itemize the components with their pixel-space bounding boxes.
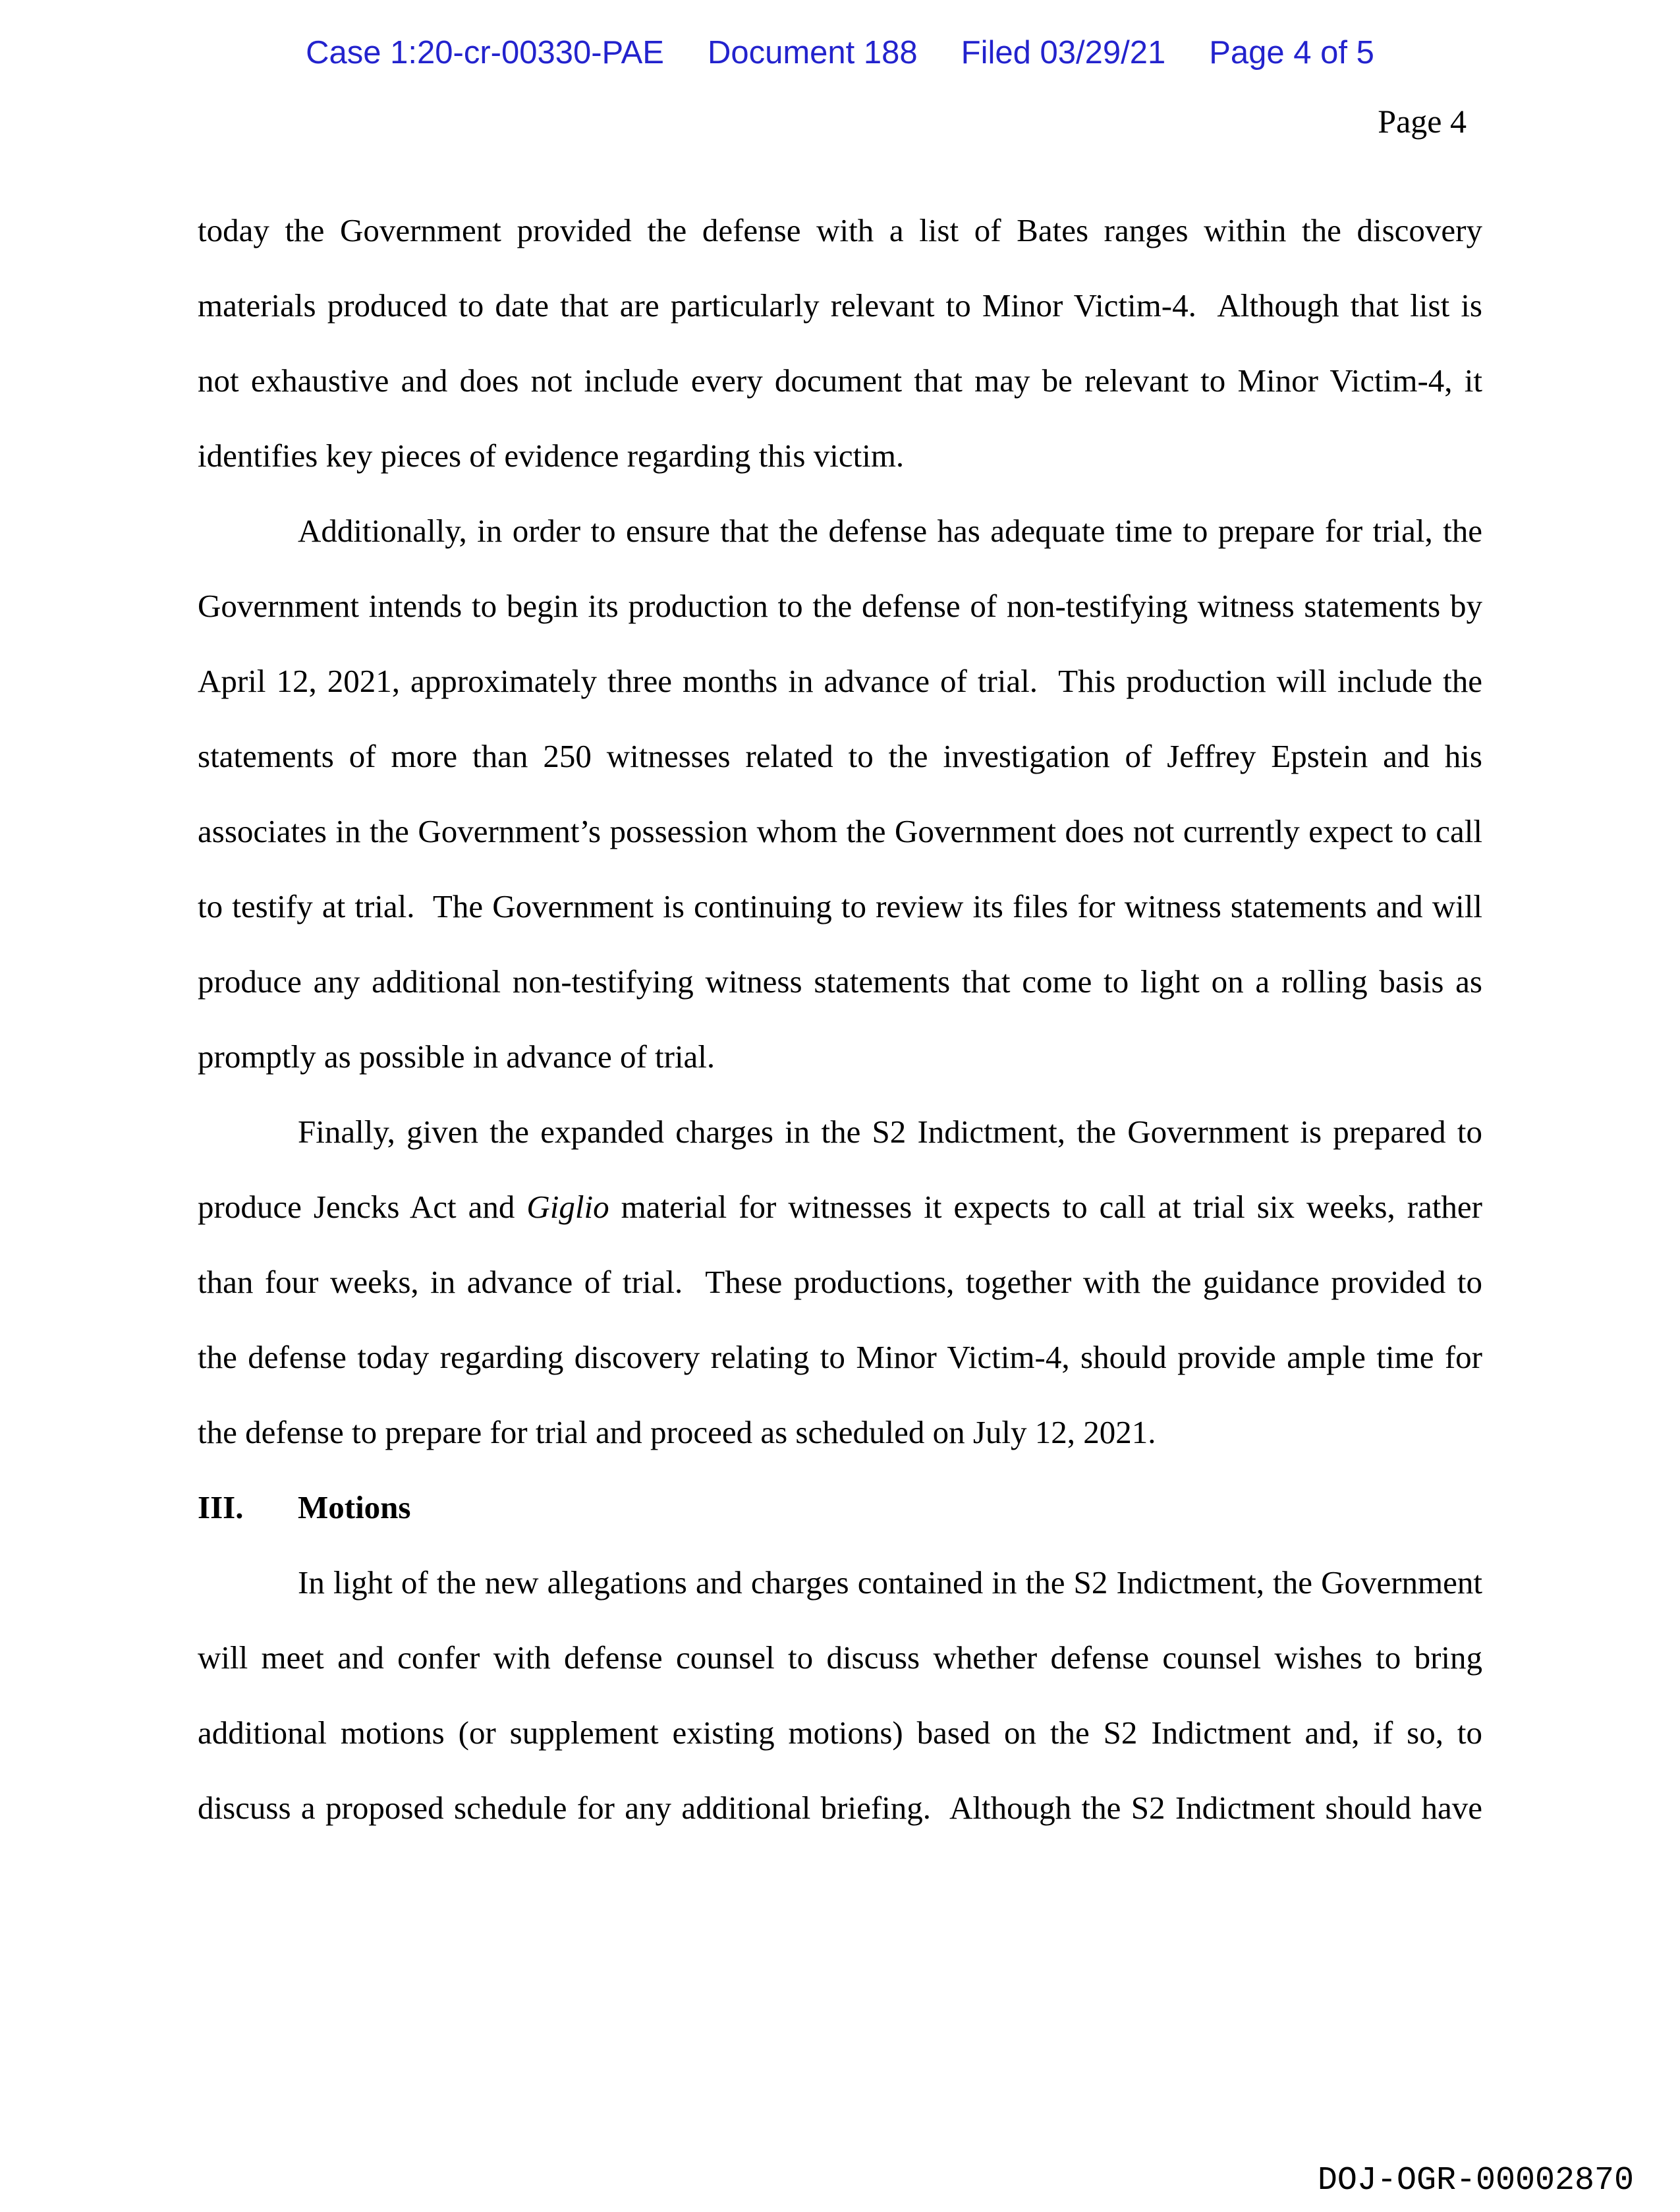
stamp-filed-date: Filed 03/29/21 (961, 35, 1166, 71)
body-line: not exhaustive and does not include every document that may be relevant to Minor Victim-4, it (198, 362, 1482, 399)
body-line: associates in the Government’s possession whom the Government does not currently expect to call (198, 813, 1482, 849)
bates-number: DOJ-OGR-00002870 (1317, 2162, 1634, 2199)
body-line: produce any additional non-testifying witness statements that come to light on a rolling basis as (198, 963, 1482, 1000)
body-line: will meet and confer with defense counsel to discuss whether defense counsel wishes to bring (198, 1639, 1482, 1676)
body-line: than four weeks, in advance of trial. These productions, together with the guidance provided to (198, 1264, 1482, 1300)
body-line: today the Government provided the defense with a list of Bates ranges within the discovery (198, 212, 1482, 248)
section-heading-number: III. (198, 1489, 244, 1525)
italic-term: Giglio (526, 1189, 609, 1225)
stamp-document-number: Document 188 (707, 35, 918, 71)
body-line: discuss a proposed schedule for any additional briefing. Although the S2 Indictment should have (198, 1790, 1482, 1826)
body-line: produce Jencks Act and Giglio material for witnesses it expects to call at trial six weeks, rather (198, 1189, 1482, 1225)
body-line: the defense today regarding discovery relating to Minor Victim-4, should provide ample time for (198, 1339, 1482, 1375)
stamp-page-of: Page 4 of 5 (1209, 35, 1374, 71)
body-line: additional motions (or supplement existing motions) based on the S2 Indictment and, if so, to (198, 1715, 1482, 1751)
body-line: to testify at trial. The Government is continuing to review its files for witness statements and will (198, 888, 1482, 924)
body-line: the defense to prepare for trial and proceed as scheduled on July 12, 2021. (198, 1414, 1156, 1450)
body-line: Additionally, in order to ensure that the defense has adequate time to prepare for trial, the (298, 513, 1482, 549)
section-heading (198, 1470, 1482, 1545)
body-line: Finally, given the expanded charges in the S2 Indictment, the Government is prepared to (298, 1114, 1482, 1150)
body-line: materials produced to date that are particularly relevant to Minor Victim-4. Although that list is (198, 287, 1482, 324)
body-line: identifies key pieces of evidence regarding this victim. (198, 438, 905, 474)
page-number-label: Page 4 (1378, 103, 1467, 140)
body-line: statements of more than 250 witnesses related to the investigation of Jeffrey Epstein and his (198, 738, 1482, 774)
body-line: April 12, 2021, approximately three months in advance of trial. This production will include the (198, 663, 1482, 699)
document-body (198, 193, 1482, 1846)
body-line: In light of the new allegations and charges contained in the S2 Indictment, the Government (298, 1564, 1482, 1601)
stamp-case-number: Case 1:20-cr-00330-PAE (306, 35, 664, 71)
section-heading-title: Motions (298, 1489, 411, 1525)
case-stamp (0, 34, 1680, 71)
body-line: Government intends to begin its production to the defense of non-testifying witness statements by (198, 588, 1482, 624)
body-line: promptly as possible in advance of trial. (198, 1038, 715, 1075)
